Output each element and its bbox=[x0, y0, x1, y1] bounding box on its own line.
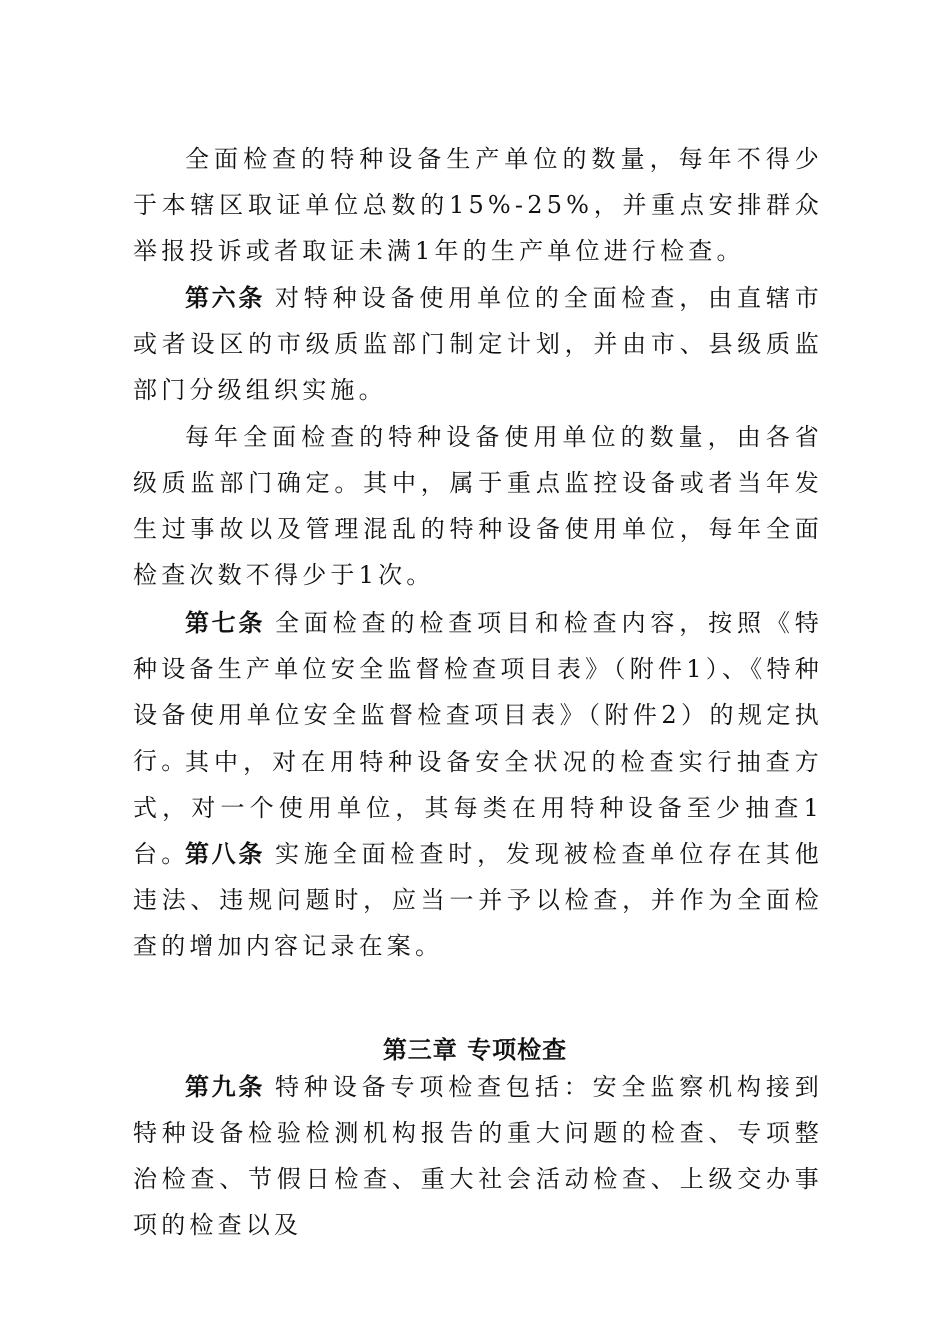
paragraph-text: 对特种设备使用单位的全面检查，由直辖市或者设区的市级质监部门制定计划，并由市、县级质监部门分级组织实施。 bbox=[133, 284, 823, 404]
paragraph-text: 每年全面检查的特种设备使用单位的数量，由各省级质监部门确定。其中，属于重点监控设备或者当年发生过事故以及管理混乱的特种设备使用单位，每年全面检查次数不得少于1次。 bbox=[133, 423, 823, 589]
article-9-paragraph bbox=[133, 1064, 823, 1248]
paragraph-text: 实施全面检查时，发现被检查单位存在其他违法、违规问题时，应当一并予以检查，并作为全面检查的增加内容记录在案。 bbox=[133, 840, 823, 960]
article-number: 第八条 bbox=[185, 840, 266, 868]
paragraph-text: 其中，对在用特种设备安全状况的检查实行抽查方式，对一个使用单位，其每类在用特种设备至少抽查1台。 bbox=[133, 748, 823, 868]
chapter-title: 专项检查 bbox=[467, 1036, 568, 1064]
article-number: 第七条 bbox=[185, 609, 266, 637]
paragraph-1 bbox=[133, 136, 823, 274]
paragraph-3 bbox=[133, 414, 823, 598]
article-number: 第六条 bbox=[185, 284, 266, 312]
article-6-paragraph bbox=[133, 275, 823, 413]
article-8-paragraph bbox=[133, 831, 823, 969]
chapter-number: 第三章 bbox=[382, 1036, 458, 1064]
paragraph-text: 全面检查的检查项目和检查内容，按照《特种设备生产单位安全监督检查项目表》（附件1）、《特种设备使用单位安全监督检查项目表》（附件2）的规定执行。 bbox=[133, 609, 823, 775]
paragraph-text: 特种设备专项检查包括：安全监察机构接到特种设备检验检测机构报告的重大问题的检查、专项整治检查、节假日检查、重大社会活动检查、上级交办事项的检查以及 bbox=[133, 1073, 823, 1239]
article-number: 第九条 bbox=[185, 1073, 266, 1101]
paragraph-text: 全面检查的特种设备生产单位的数量，每年不得少于本辖区取证单位总数的15%-25%，并重点安排群众举报投诉或者取证未满1年的生产单位进行检查。 bbox=[133, 145, 823, 265]
chapter-heading bbox=[0, 1030, 950, 1065]
